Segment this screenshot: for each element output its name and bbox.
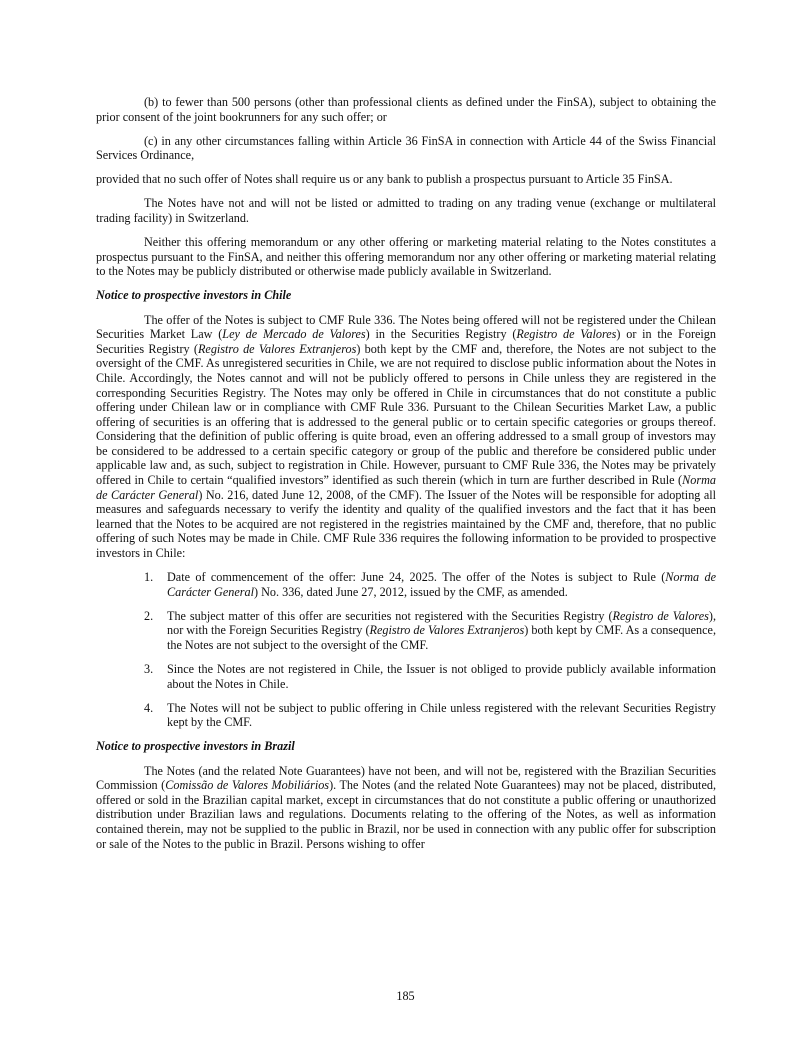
list-item: 2. The subject matter of this offer are securities not registered with the Securities Registry (Registro de Valores), nor with the Foreign Securities Registry (Registro de Valores Extranjeros) both kept by CMF. As a consequence, the Notes are not subject to the oversight of the CMF. <box>144 608 716 652</box>
swiss-paragraph-prospectus: Neither this offering memorandum or any other offering or marketing material relating to the Notes constitutes a prospectus pursuant to the FinSA, and neither this offering memorandum nor any other offering or marketing material relating to the Notes may be publicly distributed or otherwise made publicly available in Switzerland. <box>96 235 716 279</box>
document-page <box>96 95 716 861</box>
chile-paragraph: The offer of the Notes is subject to CMF Rule 336. The Notes being offered will not be registered under the Chilean Securities Market Law (Ley de Mercado de Valores) in the Securities Registry (Registro de Valores) or in the Foreign Securities Registry (Registro de Valores Extranjeros) both kept by the CMF and, therefore, the Notes are not subject to the oversight of the CMF. As unregistered securities in Chile, we are not required to disclose public information about the Notes in Chile. Accordingly, the Notes cannot and will not be publicly offered to persons in Chile unless they are registered in the corresponding Securities Registry. The Notes may only be offered in Chile in circumstances that do not constitute a public offering under Chilean law or in compliance with CMF Rule 336. Pursuant to the Chilean Securities Market Law, a public offering of securities is an offering that is addressed to the general public or to certain specific categories or groups thereof. Considering that the definition of public offering is quite broad, even an offering addressed to a small group of investors may be considered to be addressed to a certain specific category or group of the public and therefore be considered public under applicable law and, as such, subject to registration in Chile. However, pursuant to CMF Rule 336, the Notes may be privately offered in Chile to certain “qualified investors” identified as such therein (which in turn are further described in Rule (Norma de Carácter General) No. 216, dated June 12, 2008, of the CMF). The Issuer of the Notes will be responsible for adopting all measures and safeguards necessary to verify the identity and quality of the qualified investors and the fact that it has been learned that the Notes to be acquired are not registered in the registries maintained by the CMF and, therefore, that no public offering of such Notes may be made in Chile. CMF Rule 336 requires the following information to be provided to prospective investors in Chile: <box>96 312 716 561</box>
list-item: 3. Since the Notes are not registered in Chile, the Issuer is not obliged to provide publicly available information about the Notes in Chile. <box>144 662 716 691</box>
chile-heading: Notice to prospective investors in Chile <box>96 288 292 303</box>
swiss-paragraph-provided: provided that no such offer of Notes shall require us or any bank to publish a prospectus pursuant to Article 35 FinSA. <box>96 172 673 187</box>
brazil-paragraph: The Notes (and the related Note Guarantees) have not been, and will not be, registered with the Brazilian Securities Commission (Comissão de Valores Mobiliários). The Notes (and the related Note Guarantees) may not be placed, distributed, offered or sold in the Brazilian capital market, except in circumstances that do not constitute a public offering or unauthorized distribution under Brazilian laws and regulations. Documents relating to the offering of the Notes, as well as information contained therein, may not be supplied to the public in Brazil, nor be used in connection with any public offer for subscription or sale of the Notes to the public in Brazil. Persons wishing to offer <box>96 763 716 851</box>
page-number: 185 <box>396 989 415 1003</box>
list-item-number: 1. <box>144 570 154 585</box>
list-item-number: 4. <box>144 700 154 715</box>
list-item: 4. The Notes will not be subject to public offering in Chile unless registered with the relevant Securities Registry kept by the CMF. <box>144 700 716 730</box>
list-item-number: 2. <box>144 608 154 623</box>
swiss-paragraph-c: (c) in any other circumstances falling within Article 36 FinSA in connection with Article 44 of the Swiss Financial Services Ordinance, <box>96 133 716 163</box>
brazil-heading: Notice to prospective investors in Brazil <box>96 739 295 754</box>
swiss-paragraph-b: (b) to fewer than 500 persons (other than professional clients as defined under the FinSA), subject to obtaining the prior consent of the joint bookrunners for any such offer; or <box>96 95 716 124</box>
list-item-number: 3. <box>144 662 154 677</box>
list-item: 1. Date of commencement of the offer: June 24, 2025. The offer of the Notes is subject to Rule (Norma de Carácter General) No. 336, dated June 27, 2012, issued by the CMF, as amended. <box>144 570 716 599</box>
chile-requirements-list <box>96 570 716 730</box>
swiss-paragraph-listing: The Notes have not and will not be listed or admitted to trading on any trading venue (exchange or multilateral trading facility) in Switzerland. <box>96 196 716 226</box>
